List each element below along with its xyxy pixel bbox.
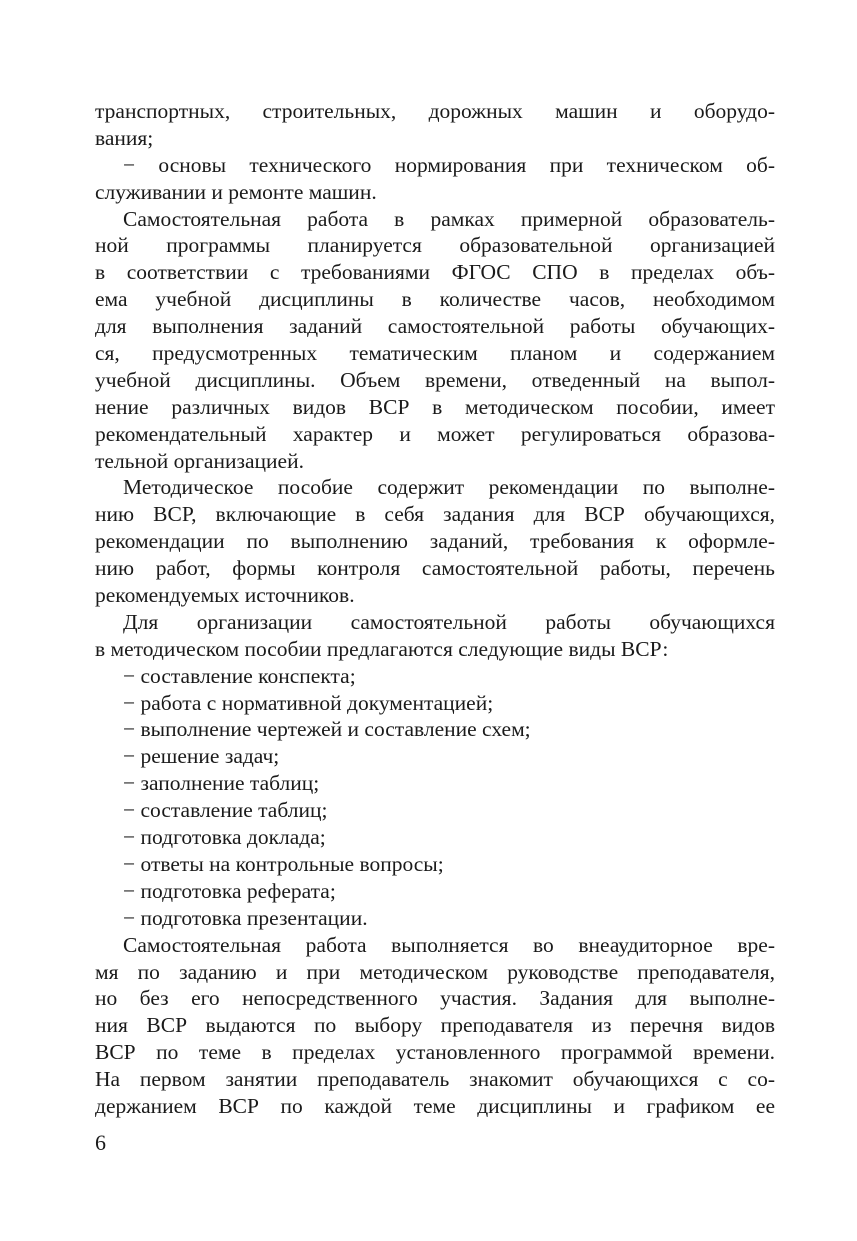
text-line: вания; bbox=[95, 125, 154, 150]
text-line: нение различных видов ВСР в методическом пособии, имеет bbox=[95, 394, 775, 419]
text-line: ся, предусмотренных тематическим планом и содержанием bbox=[95, 341, 775, 366]
text-line: служивании и ремонте машин. bbox=[95, 179, 377, 204]
page-text-block bbox=[95, 98, 775, 1120]
text-line: нию ВСР, включающие в себя задания для ВСР обучающихся, bbox=[95, 502, 775, 527]
text-line: в соответствии с требованиями ФГОС СПО в пределах объ- bbox=[95, 260, 775, 285]
text-line: рекомендательный характер и может регулироваться образова- bbox=[95, 421, 775, 446]
text-line: − заполнение таблиц; bbox=[123, 771, 320, 796]
text-line: держанием ВСР по каждой теме дисциплины и графиком ее bbox=[95, 1093, 775, 1118]
text-line: ема учебной дисциплины в количестве часов, необходимом bbox=[95, 287, 775, 312]
text-line: Самостоятельная работа в рамках примерной образователь- bbox=[123, 206, 775, 231]
text-line: − подготовка реферата; bbox=[123, 878, 336, 903]
text-line: − выполнение чертежей и составление схем; bbox=[123, 717, 531, 742]
text-line: ния ВСР выдаются по выбору преподавателя из перечня видов bbox=[95, 1013, 775, 1038]
text-line: − работа с нормативной документацией; bbox=[123, 690, 494, 715]
text-line: нию работ, формы контроля самостоятельной работы, перечень bbox=[95, 556, 775, 581]
text-line: − решение задач; bbox=[123, 744, 280, 769]
text-line: − ответы на контрольные вопросы; bbox=[123, 851, 444, 876]
text-line: − основы технического нормирования при техническом об- bbox=[123, 152, 775, 177]
text-line: в методическом пособии предлагаются следующие виды ВСР: bbox=[95, 636, 669, 661]
text-line: − составление таблиц; bbox=[123, 798, 328, 823]
text-line: ной программы планируется образовательной организацией bbox=[95, 233, 775, 258]
text-line: − составление конспекта; bbox=[123, 663, 356, 688]
text-line: Самостоятельная работа выполняется во внеаудиторное вре- bbox=[123, 932, 775, 957]
text-line: На первом занятии преподаватель знакомит обучающихся с со- bbox=[95, 1067, 775, 1092]
text-line: рекомендации по выполнению заданий, требования к оформле- bbox=[95, 529, 775, 554]
text-line: тельной организацией. bbox=[95, 448, 304, 473]
text-line: Методическое пособие содержит рекомендации по выполне- bbox=[123, 475, 775, 500]
text-line: транспортных, строительных, дорожных машин и оборудо- bbox=[95, 99, 775, 123]
text-line: ВСР по теме в пределах установленного программой времени. bbox=[95, 1040, 775, 1065]
text-line: мя по заданию и при методическом руководстве преподавателя, bbox=[95, 959, 775, 984]
page-number: 6 bbox=[95, 1130, 106, 1155]
text-line: рекомендуемых источников. bbox=[95, 583, 355, 608]
text-line: − подготовка доклада; bbox=[123, 825, 326, 850]
text-line: Для организации самостоятельной работы обучающихся bbox=[123, 609, 775, 634]
text-line: − подготовка презентации. bbox=[123, 905, 368, 930]
text-line: но без его непосредственного участия. Задания для выполне- bbox=[95, 986, 775, 1011]
text-line: для выполнения заданий самостоятельной работы обучающих- bbox=[95, 314, 775, 339]
text-line: учебной дисциплины. Объем времени, отведенный на выпол- bbox=[95, 367, 775, 392]
